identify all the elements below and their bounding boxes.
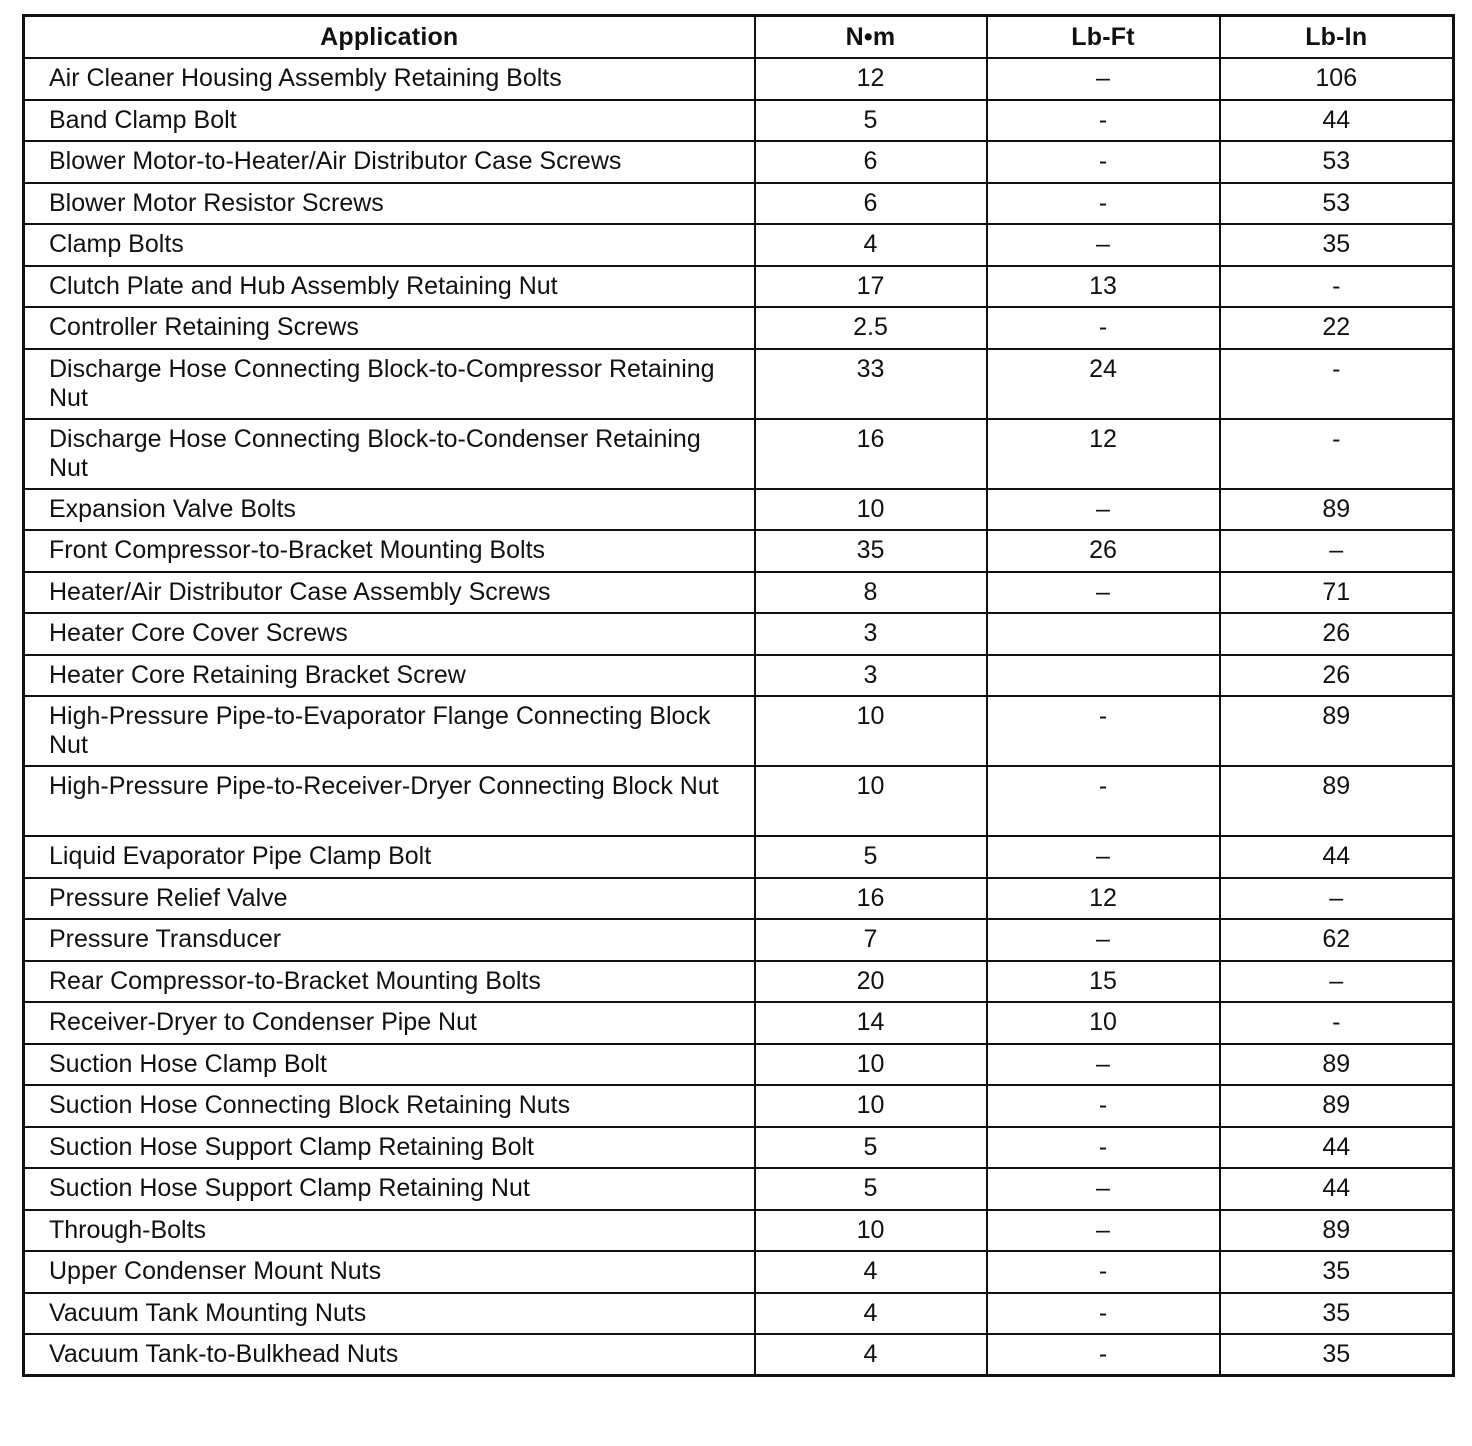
cell-nm: 14 <box>755 1002 987 1044</box>
column-header-application: Application <box>24 16 755 59</box>
cell-application: Blower Motor Resistor Screws <box>24 183 755 225</box>
cell-lbft <box>987 655 1220 697</box>
cell-application: Clamp Bolts <box>24 224 755 266</box>
table-row <box>24 349 1454 419</box>
cell-lbin: – <box>1220 878 1454 920</box>
cell-lbft: - <box>987 141 1220 183</box>
cell-application: Suction Hose Clamp Bolt <box>24 1044 755 1086</box>
cell-nm: 2.5 <box>755 307 987 349</box>
table-row <box>24 613 1454 655</box>
cell-lbft: 12 <box>987 878 1220 920</box>
cell-lbft: – <box>987 572 1220 614</box>
cell-nm: 16 <box>755 878 987 920</box>
cell-application: Through-Bolts <box>24 1210 755 1252</box>
cell-lbin: 35 <box>1220 224 1454 266</box>
table-row <box>24 696 1454 766</box>
cell-nm: 3 <box>755 613 987 655</box>
table-row <box>24 1085 1454 1127</box>
cell-application: Air Cleaner Housing Assembly Retaining Bolts <box>24 58 755 100</box>
cell-lbft: – <box>987 1044 1220 1086</box>
table-body <box>24 58 1454 1376</box>
cell-lbin: 44 <box>1220 1168 1454 1210</box>
cell-nm: 10 <box>755 1044 987 1086</box>
cell-nm: 10 <box>755 489 987 531</box>
cell-nm: 4 <box>755 1334 987 1376</box>
cell-lbin: 89 <box>1220 489 1454 531</box>
cell-lbft: 26 <box>987 530 1220 572</box>
cell-lbft: - <box>987 183 1220 225</box>
cell-lbin: 44 <box>1220 100 1454 142</box>
cell-lbft: – <box>987 919 1220 961</box>
cell-lbin: 89 <box>1220 696 1454 766</box>
cell-lbin: 44 <box>1220 836 1454 878</box>
cell-lbft: – <box>987 1210 1220 1252</box>
header-row <box>24 16 1454 59</box>
cell-lbft: 13 <box>987 266 1220 308</box>
cell-lbft: - <box>987 1085 1220 1127</box>
cell-nm: 7 <box>755 919 987 961</box>
cell-lbin: 89 <box>1220 1085 1454 1127</box>
cell-nm: 20 <box>755 961 987 1003</box>
cell-nm: 5 <box>755 1127 987 1169</box>
cell-application: Pressure Relief Valve <box>24 878 755 920</box>
cell-nm: 6 <box>755 183 987 225</box>
table-row <box>24 183 1454 225</box>
cell-application: Controller Retaining Screws <box>24 307 755 349</box>
cell-application: Upper Condenser Mount Nuts <box>24 1251 755 1293</box>
cell-nm: 33 <box>755 349 987 419</box>
cell-lbft: - <box>987 1334 1220 1376</box>
cell-nm: 10 <box>755 1085 987 1127</box>
column-header-lbft: Lb-Ft <box>987 16 1220 59</box>
table-row <box>24 961 1454 1003</box>
cell-nm: 5 <box>755 836 987 878</box>
cell-nm: 6 <box>755 141 987 183</box>
cell-application: Suction Hose Connecting Block Retaining Nuts <box>24 1085 755 1127</box>
cell-lbin: – <box>1220 530 1454 572</box>
cell-application: Liquid Evaporator Pipe Clamp Bolt <box>24 836 755 878</box>
cell-lbin: 35 <box>1220 1293 1454 1335</box>
cell-nm: 10 <box>755 766 987 836</box>
cell-lbft: - <box>987 766 1220 836</box>
cell-nm: 8 <box>755 572 987 614</box>
cell-application: Discharge Hose Connecting Block-to-Compressor Retaining Nut <box>24 349 755 419</box>
cell-lbin: 53 <box>1220 183 1454 225</box>
cell-lbft <box>987 613 1220 655</box>
cell-lbin: 35 <box>1220 1251 1454 1293</box>
cell-application: Expansion Valve Bolts <box>24 489 755 531</box>
table-row <box>24 572 1454 614</box>
table-row <box>24 1293 1454 1335</box>
table-row <box>24 530 1454 572</box>
cell-application: Heater/Air Distributor Case Assembly Screws <box>24 572 755 614</box>
cell-lbft: - <box>987 100 1220 142</box>
cell-lbft: 12 <box>987 419 1220 489</box>
table-row <box>24 878 1454 920</box>
cell-lbin: 44 <box>1220 1127 1454 1169</box>
cell-application: Heater Core Cover Screws <box>24 613 755 655</box>
cell-lbin: 22 <box>1220 307 1454 349</box>
table-row <box>24 1251 1454 1293</box>
table-row <box>24 1044 1454 1086</box>
cell-application: Clutch Plate and Hub Assembly Retaining Nut <box>24 266 755 308</box>
cell-lbft: – <box>987 489 1220 531</box>
cell-nm: 10 <box>755 1210 987 1252</box>
table-row <box>24 307 1454 349</box>
table-row <box>24 1127 1454 1169</box>
cell-application: High-Pressure Pipe-to-Receiver-Dryer Connecting Block Nut <box>24 766 755 836</box>
cell-lbft: 15 <box>987 961 1220 1003</box>
table-row <box>24 919 1454 961</box>
cell-application: Heater Core Retaining Bracket Screw <box>24 655 755 697</box>
cell-lbft: - <box>987 696 1220 766</box>
cell-lbin: 35 <box>1220 1334 1454 1376</box>
table-row <box>24 836 1454 878</box>
cell-lbin: - <box>1220 266 1454 308</box>
table-row <box>24 489 1454 531</box>
torque-spec-table <box>22 14 1455 1377</box>
cell-lbin: 26 <box>1220 613 1454 655</box>
cell-lbft: - <box>987 1251 1220 1293</box>
cell-nm: 5 <box>755 100 987 142</box>
cell-application: Rear Compressor-to-Bracket Mounting Bolts <box>24 961 755 1003</box>
cell-nm: 5 <box>755 1168 987 1210</box>
cell-lbin: 71 <box>1220 572 1454 614</box>
cell-nm: 4 <box>755 224 987 266</box>
cell-lbft: – <box>987 836 1220 878</box>
cell-lbft: - <box>987 1293 1220 1335</box>
cell-application: Band Clamp Bolt <box>24 100 755 142</box>
cell-lbft: – <box>987 1168 1220 1210</box>
table-row <box>24 224 1454 266</box>
cell-nm: 12 <box>755 58 987 100</box>
cell-lbin: 26 <box>1220 655 1454 697</box>
cell-nm: 35 <box>755 530 987 572</box>
cell-application: Suction Hose Support Clamp Retaining Nut <box>24 1168 755 1210</box>
cell-lbin: 53 <box>1220 141 1454 183</box>
cell-lbin: 89 <box>1220 1210 1454 1252</box>
table-row <box>24 1334 1454 1376</box>
table-row <box>24 766 1454 836</box>
cell-lbin: - <box>1220 1002 1454 1044</box>
cell-application: Discharge Hose Connecting Block-to-Condenser Retaining Nut <box>24 419 755 489</box>
cell-application: Vacuum Tank Mounting Nuts <box>24 1293 755 1335</box>
cell-lbin: 89 <box>1220 766 1454 836</box>
cell-nm: 3 <box>755 655 987 697</box>
cell-application: High-Pressure Pipe-to-Evaporator Flange Connecting Block Nut <box>24 696 755 766</box>
cell-lbft: – <box>987 58 1220 100</box>
cell-lbft: - <box>987 307 1220 349</box>
column-header-lbin: Lb-In <box>1220 16 1454 59</box>
cell-nm: 17 <box>755 266 987 308</box>
cell-nm: 10 <box>755 696 987 766</box>
table-row <box>24 58 1454 100</box>
table-row <box>24 655 1454 697</box>
cell-nm: 16 <box>755 419 987 489</box>
table-row <box>24 141 1454 183</box>
cell-lbin: - <box>1220 419 1454 489</box>
column-header-nm: N•m <box>755 16 987 59</box>
table-row <box>24 1210 1454 1252</box>
table-row <box>24 1002 1454 1044</box>
cell-application: Front Compressor-to-Bracket Mounting Bolts <box>24 530 755 572</box>
cell-lbin: - <box>1220 349 1454 419</box>
cell-application: Receiver-Dryer to Condenser Pipe Nut <box>24 1002 755 1044</box>
table-row <box>24 100 1454 142</box>
cell-lbft: - <box>987 1127 1220 1169</box>
cell-nm: 4 <box>755 1251 987 1293</box>
cell-nm: 4 <box>755 1293 987 1335</box>
table-row <box>24 266 1454 308</box>
cell-lbin: 89 <box>1220 1044 1454 1086</box>
table-header <box>24 16 1454 59</box>
cell-lbft: 24 <box>987 349 1220 419</box>
table-row <box>24 1168 1454 1210</box>
cell-lbft: 10 <box>987 1002 1220 1044</box>
cell-application: Vacuum Tank-to-Bulkhead Nuts <box>24 1334 755 1376</box>
cell-lbin: 106 <box>1220 58 1454 100</box>
cell-application: Suction Hose Support Clamp Retaining Bolt <box>24 1127 755 1169</box>
cell-lbft: – <box>987 224 1220 266</box>
cell-application: Pressure Transducer <box>24 919 755 961</box>
cell-application: Blower Motor-to-Heater/Air Distributor Case Screws <box>24 141 755 183</box>
table-row <box>24 419 1454 489</box>
cell-lbin: – <box>1220 961 1454 1003</box>
cell-lbin: 62 <box>1220 919 1454 961</box>
